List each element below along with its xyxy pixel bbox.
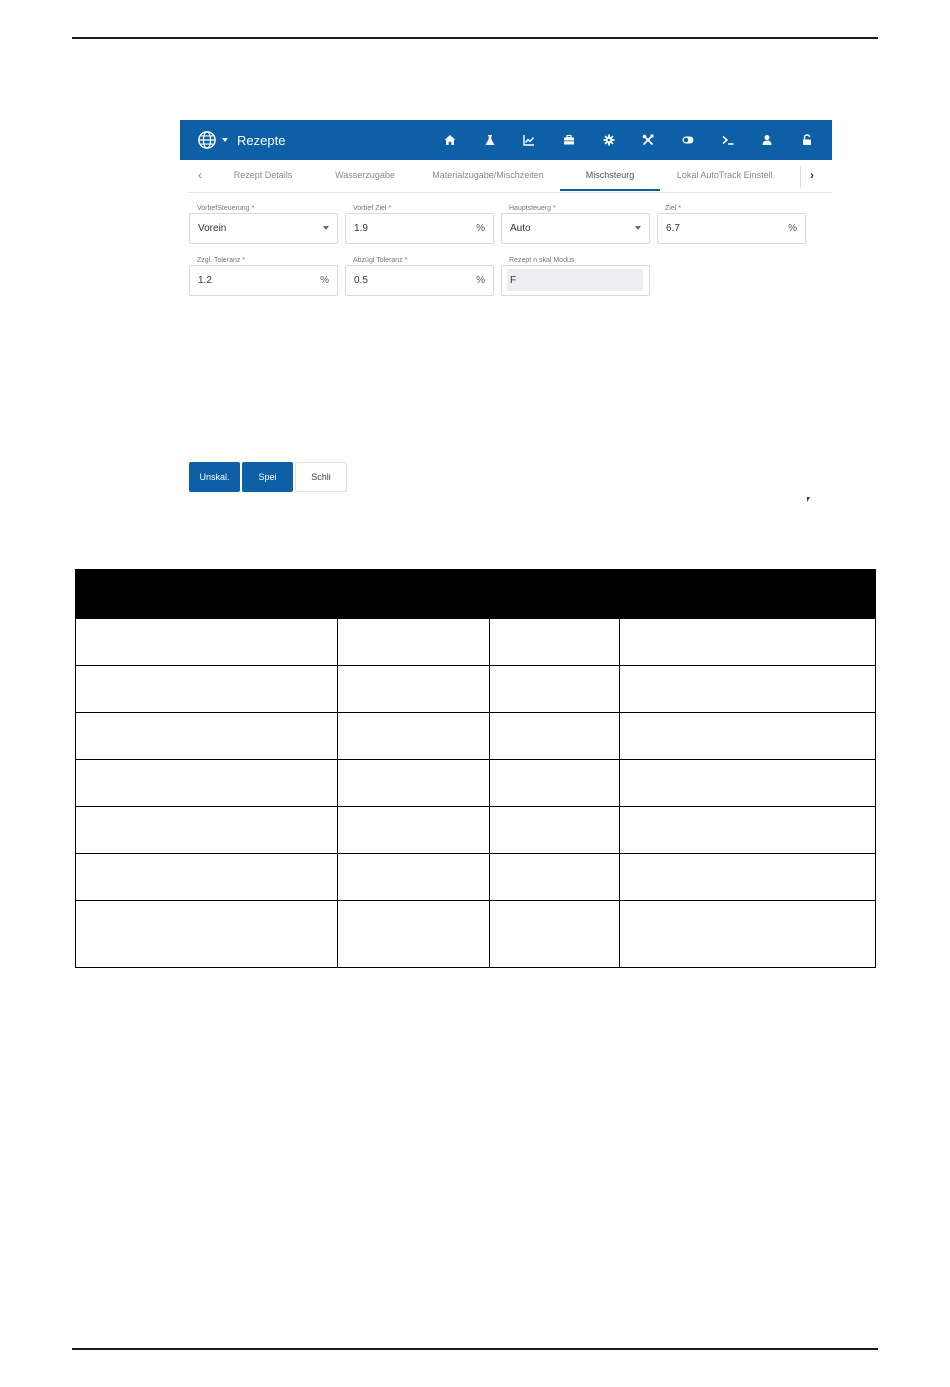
table-row	[76, 760, 876, 807]
table-cell	[338, 713, 489, 760]
table-row	[76, 619, 876, 666]
field-label: Hauptsteuerg *	[509, 205, 556, 212]
flask-icon[interactable]	[470, 134, 510, 146]
field-value: Auto	[510, 223, 531, 234]
percent-suffix: %	[476, 275, 485, 286]
zzgl-toleranz-input[interactable]	[189, 265, 338, 296]
ziel-input[interactable]	[657, 213, 806, 244]
schl-button[interactable]: Schli	[295, 462, 347, 492]
table-cell	[76, 901, 338, 968]
hauptsteuerg-select[interactable]	[501, 213, 650, 244]
toolbar-icons	[430, 120, 827, 160]
tab-bar	[188, 160, 832, 193]
percent-suffix: %	[476, 223, 485, 234]
table-cell	[489, 807, 619, 854]
tab-wasserzugabe[interactable]: Wasserzugabe	[335, 170, 395, 180]
tab-mischsteurg[interactable]: Mischsteurg	[560, 160, 660, 191]
table-header-cell	[76, 570, 338, 619]
table-header-cell	[338, 570, 489, 619]
table-cell	[76, 854, 338, 901]
tools-icon[interactable]	[628, 134, 668, 146]
table-cell	[619, 807, 875, 854]
vorbef-steuerung-select[interactable]	[189, 213, 338, 244]
chevron-down-icon[interactable]	[222, 138, 228, 142]
table-cell	[489, 619, 619, 666]
tab-divider	[800, 166, 801, 188]
percent-suffix: %	[788, 223, 797, 234]
terminal-icon[interactable]	[708, 134, 748, 146]
field-value: Vorein	[198, 223, 227, 234]
field-value: 6.7	[666, 223, 680, 234]
table-cell	[489, 854, 619, 901]
unlock-icon[interactable]	[787, 134, 827, 146]
table-cell	[76, 666, 338, 713]
table-cell	[619, 854, 875, 901]
field-label: Zzgl. Toleranz *	[197, 257, 246, 264]
table-row	[76, 901, 876, 968]
chart-icon[interactable]	[509, 134, 549, 146]
table-cell	[489, 713, 619, 760]
table-cell	[619, 666, 875, 713]
table-cell	[76, 760, 338, 807]
abzugl-toleranz-input[interactable]	[345, 265, 494, 296]
home-icon[interactable]	[430, 134, 470, 146]
table-header-row	[76, 570, 876, 619]
table-cell	[619, 713, 875, 760]
table-cell	[489, 901, 619, 968]
table-row	[76, 713, 876, 760]
table-cell	[76, 713, 338, 760]
field-value: 1.2	[198, 275, 212, 286]
field-value: 1.9	[354, 223, 368, 234]
app-bar	[180, 120, 832, 160]
field-label: Rezept n skal Modus	[509, 257, 575, 264]
table-cell	[619, 619, 875, 666]
header-rule	[72, 37, 878, 39]
table-row	[76, 807, 876, 854]
table-cell	[338, 807, 489, 854]
table-cell	[619, 760, 875, 807]
percent-suffix: %	[320, 275, 329, 286]
chevron-down-icon	[635, 226, 641, 230]
tab-materialzugabe[interactable]: Materialzugabe/Mischzeiten	[432, 170, 544, 180]
toggle-icon[interactable]	[668, 134, 708, 146]
table-header-cell	[619, 570, 875, 619]
globe-icon[interactable]	[198, 131, 216, 149]
table-cell	[76, 807, 338, 854]
table-row	[76, 666, 876, 713]
table-cell	[338, 666, 489, 713]
table-cell	[338, 760, 489, 807]
toolbox-icon[interactable]	[549, 134, 589, 146]
vorbef-ziel-input[interactable]	[345, 213, 494, 244]
mouse-cursor-icon	[807, 497, 810, 502]
tab-lokal-autotrack[interactable]: Lokal AutoTrack Einstell.	[676, 170, 776, 180]
user-icon[interactable]	[748, 134, 788, 146]
field-value: 0.5	[354, 275, 368, 286]
app-screenshot	[180, 120, 832, 500]
rezept-skal-modus-field	[501, 265, 650, 296]
app-title: Rezepte	[237, 132, 286, 148]
footer-rule	[72, 1348, 878, 1350]
gear-icon[interactable]	[589, 134, 629, 146]
table-row	[76, 854, 876, 901]
table-cell	[76, 619, 338, 666]
table-cell	[489, 760, 619, 807]
field-label: Vorbef Ziel *	[353, 205, 392, 212]
field-label: Abzügl Toleranz *	[353, 257, 408, 264]
table-cell	[619, 901, 875, 968]
chevron-right-icon[interactable]: ›	[810, 168, 814, 182]
table-cell	[338, 619, 489, 666]
chevron-down-icon	[323, 226, 329, 230]
table-cell	[489, 666, 619, 713]
tab-rezept-details[interactable]: Rezept Details	[233, 170, 293, 180]
unskal-button[interactable]: Unskal.	[189, 462, 240, 492]
field-label: VorbefSteuerung *	[197, 205, 255, 212]
table-header-cell	[489, 570, 619, 619]
field-value: F	[510, 275, 517, 286]
spei-button[interactable]: Spei	[242, 462, 293, 492]
table-cell	[338, 854, 489, 901]
document-table	[75, 569, 876, 968]
table-cell	[338, 901, 489, 968]
field-label: Ziel *	[665, 205, 681, 212]
readonly-fill	[507, 269, 643, 291]
chevron-left-icon[interactable]: ‹	[198, 168, 202, 182]
